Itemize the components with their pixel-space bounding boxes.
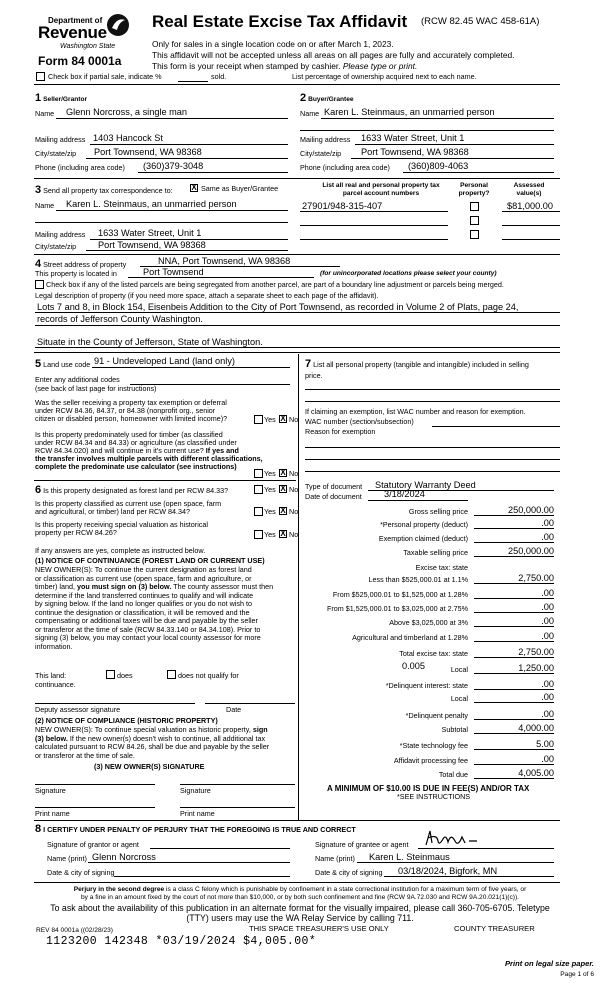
buyer-phone-label: Phone (including area code) [300, 163, 390, 172]
tax-row-value[interactable]: .00 [541, 532, 554, 542]
historic-question: Is this property receiving special valuation as historical property per RCW 84.26? [35, 520, 208, 537]
located-in-label: This property is located in [35, 269, 117, 278]
corr-city-label: City/state/zip [35, 242, 77, 251]
note-3: This form is your receipt when stamped by cashier. Please type or print. [152, 61, 418, 71]
q1-yes-label: Yes [264, 415, 276, 424]
seller-phone-label: Phone (including area code) [35, 163, 125, 172]
same-as-buyer-label: Same as Buyer/Grantee [201, 184, 279, 193]
unincorporated-note: (for unincorporated locations please select your county) [320, 270, 497, 277]
personal-property-checkbox-2[interactable] [470, 216, 479, 225]
q4-no-checkbox[interactable]: X [280, 506, 286, 515]
continuance-label: continuance. [35, 680, 76, 689]
does-label: does [117, 671, 133, 680]
q5-yes-checkbox[interactable] [254, 530, 263, 539]
does-checkbox[interactable] [106, 670, 115, 679]
tax-row-label: From $1,525,000.01 to $3,025,000 at 2.75% [326, 604, 468, 613]
deputy-signature-label: Deputy assessor signature [35, 705, 121, 714]
notice-3-title: (3) NEW OWNER(S) SIGNATURE [94, 762, 205, 771]
tax-row-value[interactable]: .00 [541, 588, 554, 598]
legal-size-note: Print on legal size paper. [504, 959, 594, 968]
personal-property-checkbox-1[interactable] [470, 202, 479, 211]
tax-row-label: *Personal property (deduct) [380, 520, 468, 529]
tax-row-label: From $525,000.01 to $1,525,000 at 1.28% [332, 590, 468, 599]
tax-row-label: *State technology fee [399, 741, 468, 750]
tax-row-label: Total excise tax: state [399, 649, 468, 658]
tax-row-value[interactable]: 2,750.00 [518, 573, 554, 583]
seller-mail[interactable]: 1403 Hancock St [93, 133, 163, 143]
does-not-checkbox[interactable] [167, 670, 176, 679]
tax-row-value[interactable]: .00 [541, 709, 554, 719]
q5-no-checkbox[interactable]: X [280, 529, 286, 538]
owner-signature-label-2: Signature [180, 786, 211, 795]
q5-no-label: No [289, 530, 299, 539]
tax-row-label: Excise tax: state [415, 563, 468, 572]
property-street[interactable]: NNA, Port Townsend, WA 98368 [158, 256, 291, 266]
wac-number-label: WAC number (section/subsection) [305, 417, 414, 426]
legal-line-2[interactable]: records of Jefferson County Washington. [37, 314, 203, 324]
tax-row-value[interactable]: .00 [541, 754, 554, 764]
tax-row-value[interactable]: 250,000.00 [508, 546, 554, 556]
buyer-name[interactable]: Karen L. Steinmaus, an unmarried person [324, 107, 495, 117]
tax-row-label: Total due [438, 770, 468, 779]
section-8-num: 8 [35, 823, 42, 835]
personal-property-label-2: price. [305, 371, 323, 380]
revenue-logo-icon [106, 13, 130, 37]
does-not-label: does not qualify for [178, 671, 239, 680]
tax-row-label: Local [450, 694, 468, 703]
q2-no-label: No [289, 469, 299, 478]
tax-row-value[interactable]: 4,000.00 [518, 723, 554, 733]
seller-mail-label: Mailing address [35, 135, 86, 144]
tax-row-label: Less than $525,000.01 at 1.1% [368, 575, 468, 584]
grantor-signature-label: Signature of grantor or agent [47, 840, 139, 849]
tax-row-label: Taxable selling price [403, 548, 468, 557]
parcel-number[interactable]: 27901/948-315-407 [302, 201, 383, 211]
tax-row-value[interactable]: .00 [541, 679, 554, 689]
additional-codes-label: Enter any additional codes [35, 375, 120, 384]
q1-no-checkbox[interactable]: X [280, 414, 286, 423]
tax-row-label: Above $3,025,000 at 3% [389, 618, 468, 627]
tax-row-value[interactable]: 250,000.00 [508, 505, 554, 515]
located-in[interactable]: Port Townsend [143, 267, 204, 277]
notice-1-text: NEW OWNER(S): To continue the current designation as forest land or classification as current use (open space, farm and agriculture, or timber) land, you must sign on (3) below. The county assessor must then determine if the land transferred continues to qualify and will indicate by signing below. If the land no longer qualifies or you do not wish to continue the designation or classification, it will be removed and the compensating or additional taxes will be due and payable by the seller or transferor at the time of sale (RCW 84.33.140 or 84.34.108). Prior to signing (3) below, you may contact your local county assessor for more information. [35, 565, 274, 651]
assessed-value[interactable]: $81,000.00 [507, 201, 553, 211]
page-number: Page 1 of 6 [560, 971, 594, 978]
sold-label: sold. [211, 72, 227, 81]
corr-name[interactable]: Karen L. Steinmaus, an unmarried person [66, 199, 237, 209]
legal-line-1[interactable]: Lots 7 and 8, in Block 154, Eisenbeis Addition to the City of Port Townsend, as recorded in Volume 2 of Plats, page 24, [37, 302, 519, 312]
see-instructions-note: *SEE INSTRUCTIONS [397, 792, 471, 801]
alt-format-notice: To ask about the availability of this publication in an alternate format for the visually impaired, please call 360-705-6705. Teletype (TTY) users may use the WA Relay Service by calling 711. [50, 903, 550, 923]
tax-row-value[interactable]: .00 [541, 518, 554, 528]
owner-signature-label-1: Signature [35, 786, 66, 795]
reason-label: Reason for exemption [305, 427, 376, 436]
q4-yes-checkbox[interactable] [254, 507, 263, 516]
q2-no-checkbox[interactable]: X [280, 468, 286, 477]
q2-yes-label: Yes [264, 469, 276, 478]
tax-row-label: Agricultural and timberland at 1.28% [352, 633, 468, 642]
personal-col-header: Personal property? [458, 182, 490, 197]
legal-line-3[interactable]: Situate in the County of Jefferson, State of Washington. [37, 337, 263, 347]
doc-type[interactable]: Statutory Warranty Deed [375, 480, 476, 490]
this-land-label: This land: [35, 671, 67, 680]
partial-sale-checkbox[interactable] [36, 72, 45, 81]
section-3-text: Send all property tax correspondence to: [43, 186, 173, 195]
rev-number: REV 84 0001a ((02/28/23) [36, 927, 113, 934]
section-2-num: 2 [300, 92, 307, 104]
seller-city[interactable]: Port Townsend, WA 98368 [94, 147, 202, 157]
ownership-note: List percentage of ownership acquired next to each name. [292, 72, 477, 81]
forest-question: Is this property designated as forest land per RCW 84.33? [43, 486, 229, 495]
seller-name-label: Name [35, 109, 55, 118]
q5-yes-label: Yes [264, 530, 276, 539]
minimum-due-note: A MINIMUM OF $10.00 IS DUE IN FEE(S) AND/OR TAX [327, 784, 530, 793]
buyer-mail-label: Mailing address [300, 135, 351, 144]
q1-yes-checkbox[interactable] [254, 415, 263, 424]
doc-type-label: Type of document [305, 482, 363, 491]
personal-property-label: List all personal property (tangible and intangible) included in selling [313, 360, 529, 369]
grantor-date-city-label: Date & city of signing [47, 868, 115, 877]
seller-name[interactable]: Glenn Norcross, a single man [66, 107, 188, 117]
revenue-logo-text: Revenue [38, 23, 107, 42]
exemption-question: Was the seller receiving a property tax exemption or deferral under RCW 84.36, 84.37, or 84.38 (nonprofit org., senior citizen or disabled person, homeowner with limited income)? [35, 398, 228, 423]
grantee-date-city[interactable]: 03/18/2024, Bigfork, MN [398, 866, 498, 876]
grantor-name-label: Name (print) [47, 854, 87, 863]
segregated-label: Check box if any of the listed parcels are being segregated from another parcel, are part of a boundary line adjustment or parcels being merged. [46, 280, 504, 289]
corr-name-label: Name [35, 201, 55, 210]
state-label: Washington State [60, 43, 116, 50]
tax-row-value[interactable]: 4,005.00 [518, 768, 554, 778]
section-3-num: 3 [35, 184, 42, 196]
deputy-date-label: Date [226, 705, 242, 714]
corr-mail-label: Mailing address [35, 230, 86, 239]
section-6-num: 6 [35, 484, 42, 496]
segregated-checkbox[interactable] [35, 280, 44, 289]
section-2-title: Buyer/Grantee [308, 96, 354, 103]
tax-row-label: *Delinquent interest: state [385, 681, 468, 690]
tax-row-label: *Delinquent penalty [405, 711, 468, 720]
local-rate[interactable]: 0.005 [402, 661, 425, 671]
notice-2-text: NEW OWNER(S): To continue special valuation as historic property, sign (3) below. If the new owner(s) doesn't wish to continue, all additional tax calculated pursuant to RCW 84.26, shall be due and payable by the seller or transferor at the time of sale. [35, 725, 270, 760]
section-1-num: 1 [35, 92, 42, 104]
q4-no-label: No [289, 507, 299, 516]
rcw-ref: (RCW 82.45 WAC 458-61A) [421, 16, 540, 27]
q3-no-checkbox[interactable]: X [280, 484, 286, 493]
corr-mail[interactable]: 1633 Water Street, Unit 1 [98, 228, 202, 238]
tax-row-value[interactable]: 2,750.00 [518, 647, 554, 657]
form-number: Form 84 0001a [38, 54, 122, 68]
grantee-signature-label: Signature of grantee or agent [315, 840, 409, 849]
tax-row-label: Local [450, 665, 468, 674]
tax-row-label: Exemption claimed (deduct) [378, 534, 468, 543]
treasurer-use-label: THIS SPACE TREASURER'S USE ONLY [249, 924, 389, 933]
tax-row-value[interactable]: 1,250.00 [518, 663, 554, 673]
grantee-date-city-label: Date & city of signing [315, 868, 383, 877]
partial-sale-label: Check box if partial sale, indicate % [48, 72, 162, 81]
notice-1-title: (1) NOTICE OF CONTINUANCE (FOREST LAND OR CURRENT USE) [35, 556, 265, 565]
land-use-label: Land use code [43, 360, 91, 369]
same-as-buyer-checkbox[interactable]: X [191, 183, 197, 192]
perjury-notice: Perjury in the second degree is a class C felony which is punishable by confinement in a state correctional institution for a maximum term of five years, or by a fine in an amount fixed by the court of not more than $10,000, or by both such confinement and fine (RCW 9A.72.030 and RCW 9A.20.021(1)(c)). [73, 886, 527, 901]
timber-question: Is this property predominately used for timber (as classified under RCW 84.34 and 84.33) or agriculture (as classified under RCW 84.34.020) and will continue in it's current use? If yes and the transfer involves multiple parcels with different classifications, complete the predominate use calculator (see instructions) [35, 430, 263, 471]
q4-yes-label: Yes [264, 507, 276, 516]
tax-row-value[interactable]: .00 [541, 602, 554, 612]
owner-print-label-2: Print name [180, 809, 215, 818]
certify-statement: I CERTIFY UNDER PENALTY OF PERJURY THAT THE FOREGOING IS TRUE AND CORRECT [43, 825, 356, 834]
form-title: Real Estate Excise Tax Affidavit [152, 12, 408, 31]
parcel-col-header: List all real and personal property tax parcel account numbers [322, 182, 440, 197]
owner-print-label-1: Print name [35, 809, 70, 818]
q3-yes-label: Yes [264, 485, 276, 494]
doc-date[interactable]: 3/18/2024 [384, 489, 425, 499]
q1-no-label: No [289, 415, 299, 424]
land-use-code[interactable]: 91 - Undeveloped Land (land only) [94, 356, 235, 366]
buyer-city[interactable]: Port Townsend, WA 98368 [361, 147, 469, 157]
if-any-yes-note: If any answers are yes, complete as instructed below. [35, 546, 206, 555]
section-4-num: 4 [35, 258, 42, 270]
section-1-title: Seller/Grantor [43, 96, 88, 103]
grantee-signature[interactable] [423, 828, 495, 850]
section-7-num: 7 [305, 358, 312, 370]
grantee-name[interactable]: Karen L. Steinmaus [369, 852, 450, 862]
q3-yes-checkbox[interactable] [254, 485, 263, 494]
grantee-name-label: Name (print) [315, 854, 355, 863]
note-1: Only for sales in a single location code on or after March 1, 2023. [152, 39, 394, 49]
tax-row-value[interactable]: .00 [541, 616, 554, 626]
tax-row-label: Subtotal [441, 725, 468, 734]
dept-label: Department of [48, 16, 103, 25]
note-2: This affidavit will not be accepted unless all areas on all pages are fully and accurately completed. [152, 50, 515, 60]
notice-2-title: (2) NOTICE OF COMPLIANCE (HISTORIC PROPERTY) [35, 716, 218, 725]
q2-yes-checkbox[interactable] [254, 469, 263, 478]
county-treasurer-label: COUNTY TREASURER [454, 924, 535, 933]
corr-city[interactable]: Port Townsend, WA 98368 [98, 240, 206, 250]
buyer-name-label: Name [300, 109, 320, 118]
exemption-instruction: If claiming an exemption, list WAC number and reason for exemption. [305, 407, 526, 416]
assessed-col-header: Assessed value(s) [513, 182, 545, 197]
buyer-mail[interactable]: 1633 Water Street, Unit 1 [361, 133, 465, 143]
tax-row-label: Affidavit processing fee [393, 756, 468, 765]
tax-row-value[interactable]: .00 [541, 692, 554, 702]
legal-description-label: Legal description of property (if you need more space, attach a separate sheet to each page of the affidavit). [35, 291, 379, 300]
tax-row-label: Gross selling price [408, 507, 468, 516]
seller-phone[interactable]: (360)379-3048 [143, 161, 204, 171]
q3-no-label: No [289, 485, 299, 494]
doc-date-label: Date of document [305, 492, 362, 501]
street-label: Street address of property [43, 260, 127, 269]
tax-row-value[interactable]: .00 [541, 631, 554, 641]
tax-row-value[interactable]: 5.00 [536, 739, 554, 749]
seller-city-label: City/state/zip [35, 149, 77, 158]
buyer-phone[interactable]: (360)809-4063 [408, 161, 469, 171]
grantor-name[interactable]: Glenn Norcross [92, 852, 156, 862]
buyer-city-label: City/state/zip [300, 149, 342, 158]
additional-codes-note: (see back of last page for instructions) [35, 384, 157, 393]
current-use-question: Is this property classified as current use (open space, farm and agricultural, or timber) land per RCW 84.34? [35, 499, 222, 516]
personal-property-checkbox-3[interactable] [470, 230, 479, 239]
treasurer-stamp: 1123200 142348 *03/19/2024 $4,005.00* [46, 935, 317, 948]
section-5-num: 5 [35, 358, 42, 370]
